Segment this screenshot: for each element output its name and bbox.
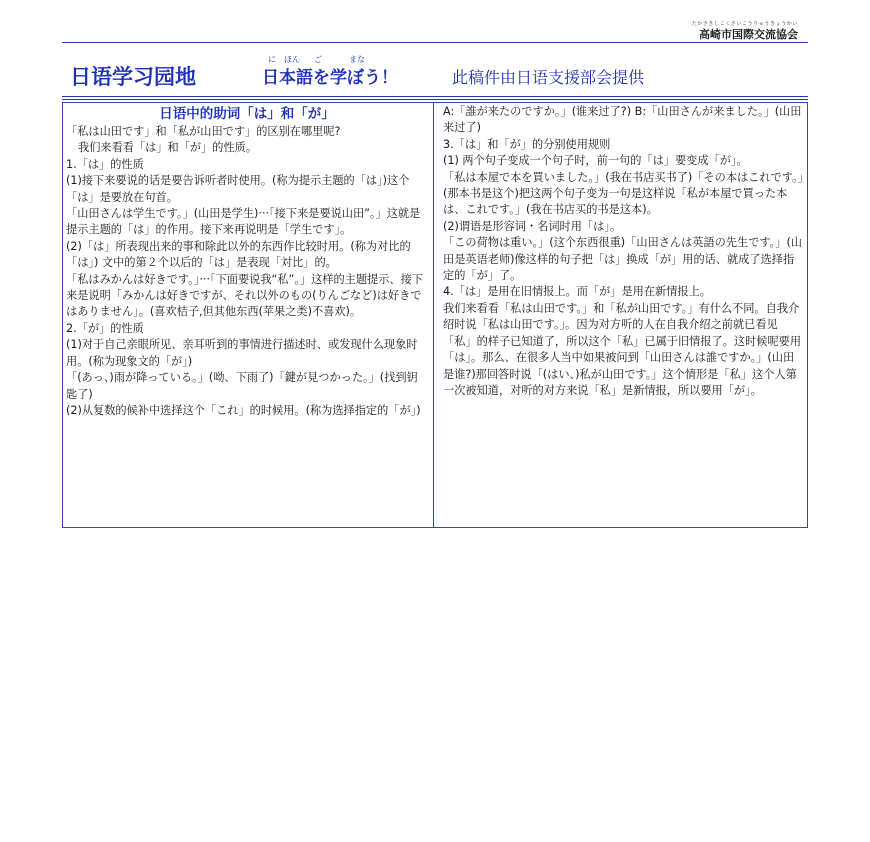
column-divider <box>433 102 434 528</box>
org-name-ruby: たかさきしこくさいこうりゅうきょうかい <box>691 21 798 27</box>
paragraph: (1) 两个句子变成一个句子时，前一句的「は」要变成「が」。 <box>443 154 748 168</box>
header-rule-1 <box>62 96 808 97</box>
paragraph: 「(あっ、)雨が降っている。」(呦、下雨了)「鍵が見つかった。」(找到钥匙了) <box>66 371 418 401</box>
left-column <box>66 104 428 419</box>
paragraph: (1)接下来要说的话是要告诉听者时使用。(称为提示主题的「は」)这个「は」是要放在句首。 <box>66 174 410 204</box>
paragraph: (2)谓语是形容词・名词时用「は」。 <box>443 219 622 233</box>
title-ruby-hon: ほん <box>284 55 300 64</box>
section-heading: 3.「は」和「が」的分别使用规则 <box>443 137 611 151</box>
paragraph: (1)对于自己亲眼所见、亲耳听到的事情进行描述时、或发现什么现象时用。(称为现象文的「が」) <box>66 338 418 368</box>
section-heading: 1.「は」的性质 <box>66 157 144 171</box>
title-ruby-mana: まな <box>349 55 365 64</box>
org-name: 高崎市国際交流協会 <box>699 28 798 41</box>
section-heading: 2.「が」的性质 <box>66 321 144 335</box>
header-rule-2 <box>62 99 808 100</box>
title-ruby-go: ご <box>314 55 322 64</box>
title-japanese: 日本語を学ぼう！ <box>262 68 398 88</box>
paragraph: 我们来看看「私は山田です。」和「私が山田です。」有什么不同。自我介绍时说「私は山田です。」。因为对方听的人在自我介绍之前就已看见「私」的样子已知道了，所以这个「私」已属于旧情报了。这时候呢要用「は」。那么、在很多人当中如果被问到「山田さんは誰ですか。」(山田是谁?)那回答时说「(はい、)私が山田です。」这个情形是「私」这个人第一次被知道，对听的对方来说「私」是新情报，所以要用「が」。 <box>443 301 802 397</box>
paragraph: (2)「は」所表现出来的事和除此以外的东西作比较时用。(称为对比的「は」) 文中的第２个以后的「は」是表现「対比」的。 <box>66 239 411 270</box>
paragraph: 「山田さんは学生です。」(山田是学生)···「接下来是要说山田”。」这就是提示主题的「は」的作用。接下来再说明是「学生です」。 <box>66 207 421 237</box>
right-column <box>443 104 805 399</box>
paragraph: 「私はみかんは好きです。」···「下面要说我“私”。」这样的主题提示、接下来是说明「みかんは好きですが、それ以外のもの(りんごなど)は好きではありません」。(喜欢桔子,但其他东西(苹果之类)不喜欢)。 <box>66 272 423 319</box>
paragraph: 「私は山田です」和「私が山田です」的区别在哪里呢? <box>66 125 341 138</box>
paragraph: (2)从复数的候补中选择这个「これ」的时候用。(称为选择指定的「が」) <box>66 403 421 417</box>
paragraph: 我们来看看「は」和「が」的性质。 <box>78 141 258 155</box>
section-heading: 4.「は」是用在旧情报上。而「が」是用在新情报上。 <box>443 285 711 299</box>
paragraph: A:「誰が来たのですか。」(谁来过了?) B:「山田さんが来ました。」(山田来过了) <box>443 105 802 135</box>
left-column-title: 日语中的助词「は」和「が」 <box>159 106 335 122</box>
paragraph: 「この荷物は重い。」(这个东西很重)「山田さんは英語の先生です。」(山田是英语老师)像这样的句子把「は」换成「が」用的话、就成了选择指定的「が」了。 <box>443 236 802 283</box>
top-rule <box>62 42 808 43</box>
provider-note: 此稿件由日语支援部会提供 <box>452 68 645 87</box>
title-ruby-ni: に <box>268 55 276 64</box>
paragraph: 「私は本屋で本を買いました。」(我在书店买书了)「その本はこれです。」(那本书是这个)把这两个句子变为一句是这样说「私が本屋で買った本は、これです。」(我在书店买的书是这本)。 <box>443 170 804 217</box>
title-chinese: 日语学习园地 <box>70 65 196 89</box>
